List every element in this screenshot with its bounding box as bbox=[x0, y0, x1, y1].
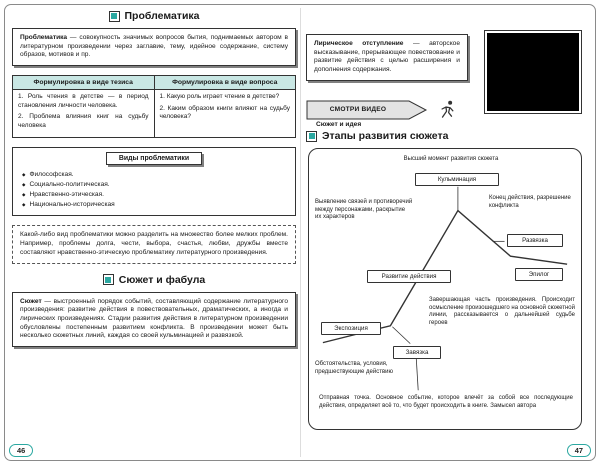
runner-icon bbox=[438, 99, 456, 119]
list-item-label: Социально-политическая. bbox=[29, 181, 110, 189]
video-caption: Сюжет и идея bbox=[316, 121, 362, 128]
formulation-table bbox=[12, 75, 296, 138]
list-item-label: Нравственно-этическая. bbox=[29, 191, 104, 199]
question-item: 2. Каким образом книги влияют на судьбу человека? bbox=[159, 104, 290, 121]
page-number-right: 47 bbox=[567, 444, 591, 457]
thesis-item: 2. Проблема влияния книг на судьбу человека bbox=[18, 113, 149, 129]
definition-text: — совокупность значимых вопросов бытия, поднимаемых автором в литературном произведении через заглавие, тему, идейное содержание, систему образов, мотивов и пр. bbox=[20, 34, 288, 59]
vidy-title: Виды проблематики bbox=[106, 152, 202, 165]
section-marker-icon bbox=[306, 131, 317, 142]
definition-term: Сюжет bbox=[20, 297, 42, 305]
table-header-question: Формулировка в виде вопроса bbox=[154, 76, 296, 90]
table-cell-question bbox=[154, 90, 296, 138]
thesis-item: 1. Роль чтения в детстве — в период становления личности человека. bbox=[18, 93, 149, 109]
video-qr-black-square[interactable] bbox=[487, 33, 579, 111]
table-header-thesis: Формулировка в виде тезиса bbox=[13, 76, 155, 90]
diamond-bullet-icon: ◆ bbox=[22, 172, 26, 178]
inciting-box: Завязка bbox=[393, 346, 441, 359]
definition-term: Проблематика bbox=[20, 34, 68, 41]
inciting-annotation: Отправная точка. Основное событие, которое влечёт за собой все последующие действия, определяет всё то, что будет происходить в книге. Замысел автора bbox=[319, 395, 573, 409]
section-title: Этапы развития сюжета bbox=[322, 130, 449, 142]
section-header-problematika bbox=[12, 10, 296, 22]
section-marker-icon bbox=[109, 11, 120, 22]
climax-box: Кульминация bbox=[415, 173, 499, 186]
note-box: Какой-либо вид проблематики можно разделить на множество более мелких проблем. Например, проблемы долга, чести, выбора, счастья, любви, дружбы вместе составляют нравственно-этическую проблематику литературного произведения. bbox=[12, 225, 296, 263]
section-title: Проблематика bbox=[124, 10, 200, 22]
rising-action-box: Развитие действия bbox=[367, 270, 451, 283]
epilogue-annotation: Завершающая часть произведения. Происходит осмысление произошедшего на основной сюжетной линии, рассказывается о дальнейшей судьбе героев bbox=[429, 297, 575, 327]
list-item bbox=[22, 170, 286, 180]
section-marker-fill bbox=[111, 13, 117, 19]
vidy-problematiki-box bbox=[12, 147, 296, 216]
page-left bbox=[12, 10, 296, 455]
definition-box-liric bbox=[306, 34, 468, 81]
section-title: Сюжет и фабула bbox=[118, 273, 206, 286]
list-item-label: Национально-историческая bbox=[29, 201, 115, 209]
section-marker-icon bbox=[103, 274, 114, 285]
plot-curve bbox=[309, 149, 581, 429]
page-gutter bbox=[300, 8, 301, 457]
definition-text: — выстроенный порядок событий, составляющий содержание литературного произведения: развитие действия в повествовательных, драматических, а иногда и лирических произведениях. Стадии развития действия в литературном произведении обусловлены постепенным развитием конфликта. В произведении может быть несколько сюжетных линий, каждая со своей кульминацией и развязкой. bbox=[20, 297, 288, 340]
page-number-left: 46 bbox=[9, 444, 33, 457]
definition-term: Лирическое отступление bbox=[314, 40, 404, 47]
definition-text: — авторское высказывание, прерывающее повествование и развитие действия с целью расширения и дополнения содержания. bbox=[314, 40, 460, 74]
question-item: 1. Какую роль играет чтение в детстве? bbox=[159, 93, 280, 101]
epilogue-box: Эпилог bbox=[515, 268, 563, 281]
plot-stages-diagram bbox=[308, 148, 582, 430]
diamond-bullet-icon: ◆ bbox=[22, 202, 26, 208]
diamond-bullet-icon: ◆ bbox=[22, 192, 26, 198]
watch-video-block bbox=[306, 100, 456, 134]
list-item bbox=[22, 180, 286, 190]
section-header-syuzhet bbox=[12, 274, 296, 286]
definition-box-problematika bbox=[12, 28, 296, 66]
exposition-annotation: Обстоятельства, условия, предшествующие действию bbox=[315, 361, 394, 375]
page-right bbox=[304, 10, 588, 455]
resolution-annotation: Конец действия, разрешение конфликта bbox=[489, 195, 571, 209]
list-item bbox=[22, 200, 286, 210]
resolution-box: Развязка bbox=[507, 234, 563, 247]
section-marker-fill bbox=[105, 277, 111, 283]
list-item bbox=[22, 190, 286, 200]
section-header-stages bbox=[306, 130, 449, 142]
video-qr-frame bbox=[484, 30, 582, 114]
rising-action-annotation: Выявление связей и противоречий между персонажами, раскрытие их характеров bbox=[315, 199, 413, 221]
table-cell-thesis bbox=[13, 90, 155, 138]
definition-box-syuzhet bbox=[12, 292, 296, 348]
section-marker-fill bbox=[309, 133, 315, 139]
climax-annotation: Высший момент развития сюжета bbox=[403, 156, 499, 162]
list-item-label: Философская. bbox=[29, 171, 74, 179]
diamond-bullet-icon: ◆ bbox=[22, 182, 26, 188]
exposition-box: Экспозиция bbox=[321, 322, 381, 335]
watch-video-label[interactable]: СМОТРИ ВИДЕО bbox=[329, 105, 387, 113]
